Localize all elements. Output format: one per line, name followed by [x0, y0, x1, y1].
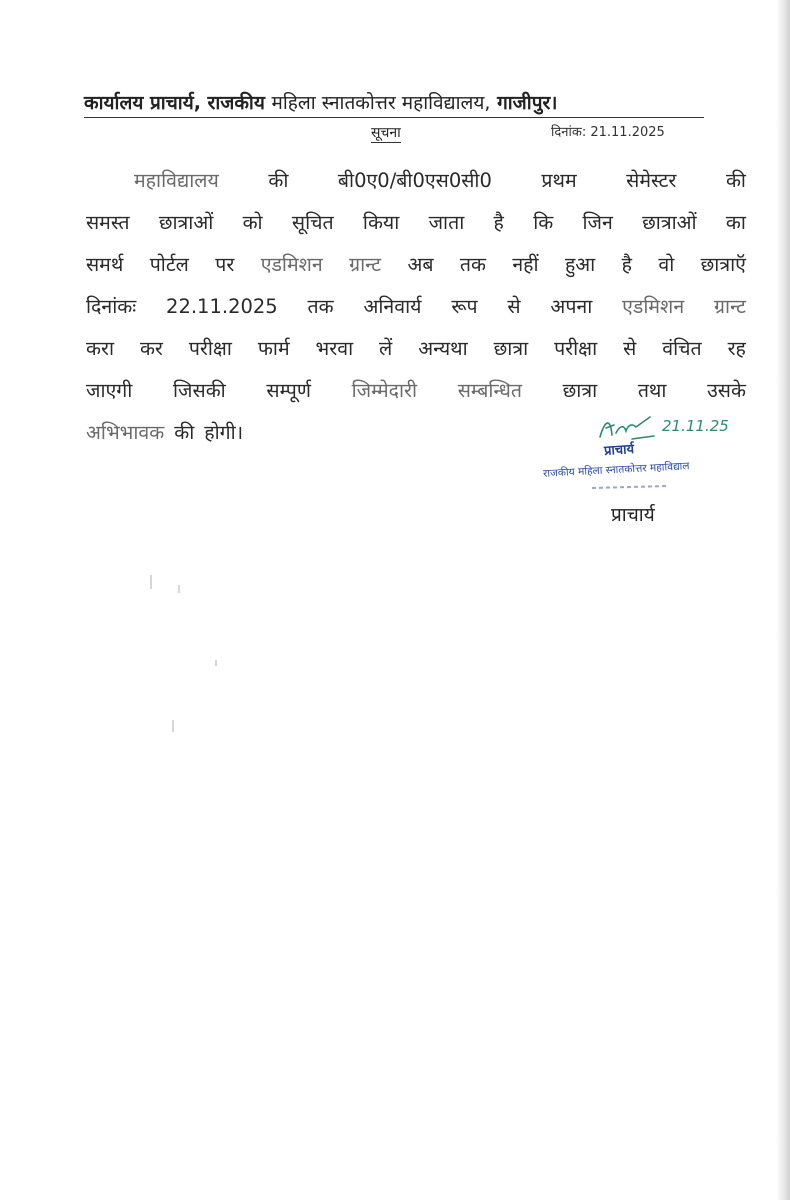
paper-speck	[178, 585, 180, 593]
body-line-2: समस्त छात्राओं को सूचित किया जाता है कि जिन छात्राओं का	[86, 211, 746, 234]
stamp-title: प्राचार्य	[603, 441, 635, 460]
body-line-5: करा कर परीक्षा फार्म भरवा लें अन्यथा छात्रा परीक्षा से वंचित रह	[86, 337, 746, 360]
body-line-7: अभिभावक की होगी।	[86, 421, 244, 444]
header-office-word: कार्यालय	[84, 92, 144, 114]
body-line-4: दिनांकः 22.11.2025 तक अनिवार्य रूप से अपना एडमिशन ग्रान्ट	[86, 295, 746, 318]
notice-label: सूचना	[371, 125, 401, 141]
stamp-org: राजकीय महिला स्नातकोत्तर महाविद्याल	[542, 460, 690, 480]
notice-date: दिनांक: 21.11.2025	[551, 125, 665, 140]
header-city: गाजीपुर।	[497, 92, 558, 114]
cropped-top-text	[0, 0, 790, 6]
paper-speck	[215, 660, 217, 666]
stamp-faded-line	[590, 482, 670, 490]
principal-designation: प्राचार्य	[611, 504, 655, 526]
body-line-6: जाएगी जिसकी सम्पूर्ण जिम्मेदारी सम्बन्धित छात्रा तथा उसके	[86, 379, 746, 402]
signature-date: 21.11.25	[662, 417, 729, 435]
office-header	[84, 90, 704, 118]
page-edge-shadow	[776, 0, 790, 1200]
header-college: महिला स्नातकोत्तर महाविद्यालय,	[271, 92, 491, 114]
paper-speck	[172, 720, 174, 732]
header-title: प्राचार्य, राजकीय	[149, 92, 265, 114]
paper-speck	[150, 575, 152, 589]
body-line-1: महाविद्यालय की बी0ए0/बी0एस0सी0 प्रथम सेमेस्टर की	[134, 169, 746, 192]
body-line-3: समर्थ पोर्टल पर एडमिशन ग्रान्ट अब तक नहीं हुआ है वो छात्राऍ	[86, 253, 746, 276]
